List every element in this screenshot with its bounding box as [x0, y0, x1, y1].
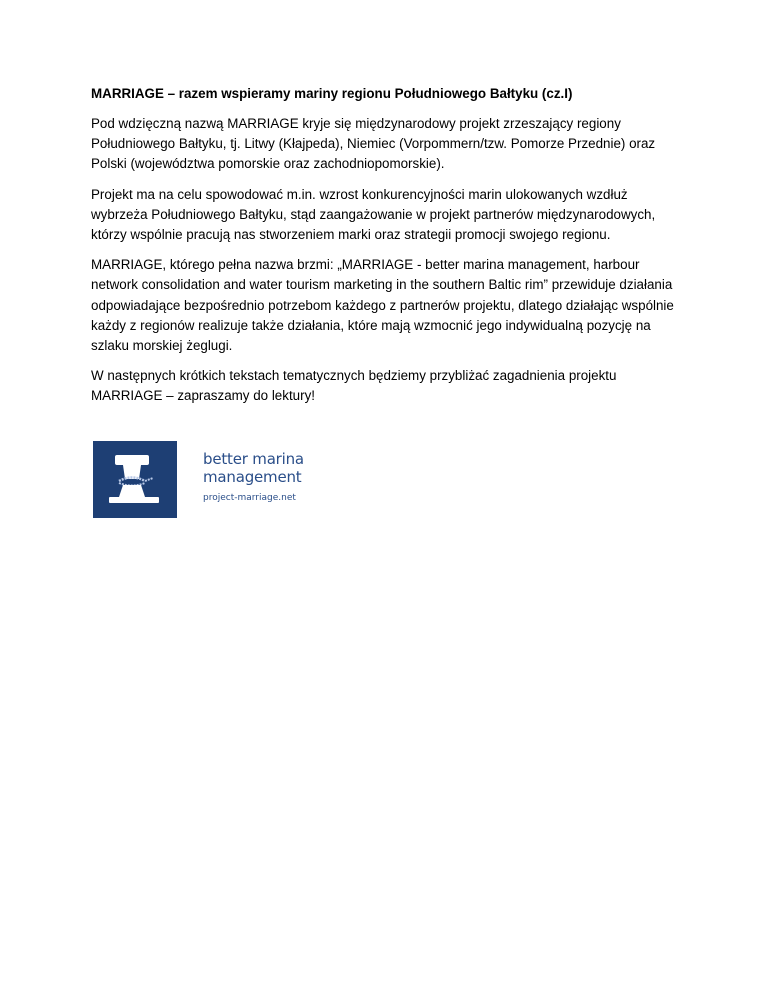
- paragraph-goal: Projekt ma na celu spowodować m.in. wzrost konkurencyjności marin ulokowanych wzdłuż wybrzeża Południowego Bałtyku, stąd zaangażowanie w projekt partnerów międzynarodowych, którzy wspólnie pracują nas stworzeniem marki oraz strategii promocji swojego regionu.: [91, 186, 656, 243]
- logo-wordmark: [203, 450, 304, 504]
- paragraph-intro: Pod wdzięczną nazwą MARRIAGE kryje się międzynarodowy projekt zrzeszający regiony Południowego Bałtyku, tj. Litwy (Kłajpeda), Niemiec (Vorpommern/tzw. Pomorze Przednie) oraz Polski (województwa pomorskie oraz zachodniopomorskie).: [91, 116, 656, 172]
- logo-square: [93, 441, 177, 518]
- logo-line-2: management: [203, 468, 302, 486]
- project-logo: [93, 441, 308, 518]
- logo-line-1: better marina: [203, 450, 304, 468]
- document-body: [91, 84, 681, 417]
- logo-url: project-marriage.net: [203, 493, 296, 503]
- paragraph-closing: W następnych krótkich tekstach tematycznych będziemy przybliżać zagadnienia projektu MARRIAGE – zapraszamy do lektury!: [91, 368, 617, 404]
- paragraph-full-name: MARRIAGE, którego pełna nazwa brzmi: „MARRIAGE - better marina management, harbour network consolidation and water tourism marketing in the southern Baltic rim” przewiduje działania odpowiadające bezpośrednio potrzebom każdego z partnerów projektu, dlatego działając wspólnie każdy z regionów realizuje także działania, które mają wzmocnić jego indywidualną pozycję na szlaku morskiej żeglugi.: [91, 257, 674, 354]
- document-title: MARRIAGE – razem wspieramy mariny regionu Południowego Bałtyku (cz.I): [91, 86, 573, 101]
- bollard-icon: [93, 441, 177, 518]
